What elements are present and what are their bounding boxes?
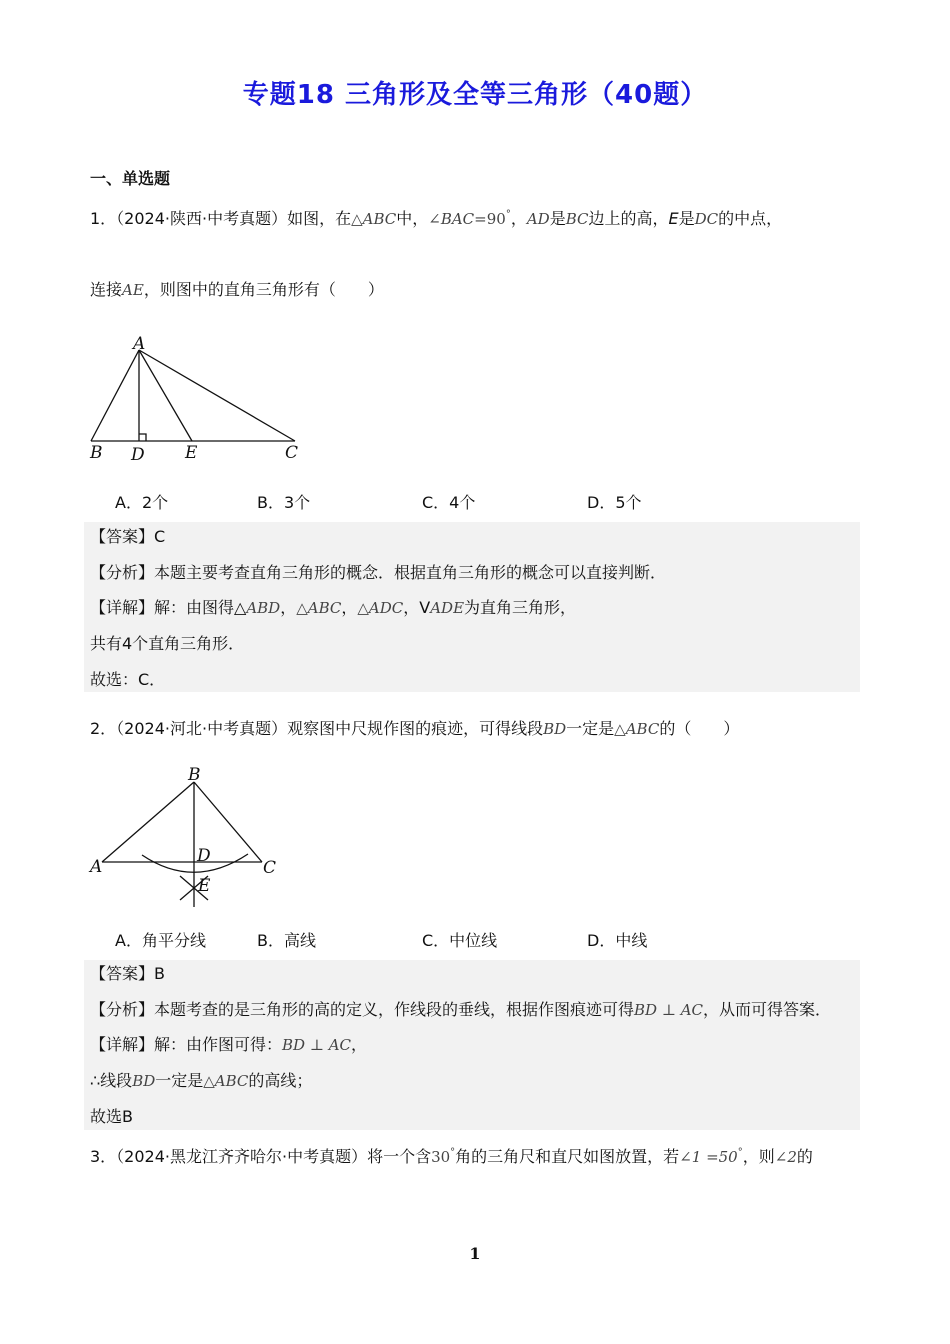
q1-label-e: E: [185, 443, 198, 463]
q2-label-b: B: [188, 765, 201, 785]
q1-detail-b: 为直角三角形，: [464, 598, 577, 617]
q1-option-c[interactable]: C．4个: [422, 493, 476, 512]
q3-t2: ，则: [742, 1147, 775, 1166]
q1-line2b: ，则图中的直角三角形有（ ）: [143, 280, 384, 299]
q1-answer: 【答案】C: [90, 527, 166, 546]
q1-detail-2: 共有4个直角三角形．: [90, 634, 245, 653]
q1-prefix: 1．（2024·陕西·中考真题）如图，在: [90, 209, 352, 228]
q2-option-c[interactable]: C．中位线: [422, 931, 498, 950]
q1-detail-c1: ，: [280, 598, 297, 617]
q3-angle1: ∠1 =50: [679, 1148, 738, 1166]
q2-analysis-b: ，从而可得答案．: [703, 1000, 832, 1019]
q1-detail-1: [90, 597, 576, 619]
q1-t5: 是: [678, 209, 695, 228]
q3-t3: 的: [796, 1147, 813, 1166]
q2-label-c: C: [263, 858, 277, 878]
q2-t1: 一定是: [566, 719, 615, 738]
q3-prefix: 3．（2024·黑龙江齐齐哈尔·中考真题）将一个含: [90, 1147, 432, 1166]
q1-t3: 是: [549, 209, 566, 228]
q1-ad: AD: [526, 210, 550, 228]
q2-label-a: A: [90, 857, 103, 877]
q2-detail-b: ，: [351, 1035, 368, 1054]
q2-figure: [84, 762, 284, 912]
q1-eq: =90: [474, 210, 506, 228]
q2-analysis-a: 【分析】本题考查的是三角形的高的定义，作线段的垂线，根据作图痕迹可得: [90, 1000, 635, 1019]
q1-detail-abc: △ABC: [296, 599, 342, 617]
q1-figure: [84, 330, 314, 470]
q2-option-a[interactable]: A．角平分线: [115, 931, 206, 950]
q1-e: E: [668, 209, 679, 228]
q1-label-d: D: [131, 445, 145, 465]
q2-label-d: D: [197, 846, 211, 866]
q1-angle: ∠BAC: [428, 210, 475, 228]
q1-detail-a: 【详解】解：由图得△: [90, 598, 247, 617]
q2-bd: BD: [543, 720, 567, 738]
q2-tri: △ABC: [614, 720, 660, 738]
q1-detail-3: 故选：C．: [90, 670, 166, 689]
q1-detail-abd: ABD: [246, 599, 281, 617]
q1-stem-line1: [90, 204, 782, 230]
q1-deg: °: [505, 209, 511, 220]
q3-stem: [90, 1142, 813, 1168]
q1-option-b[interactable]: B．3个: [257, 493, 311, 512]
q1-ae: AE: [122, 281, 144, 299]
q2-analysis-expr: BD ⊥ AC: [634, 1001, 704, 1019]
q2-prefix: 2．（2024·河北·中考真题）观察图中尺规作图的痕迹，可得线段: [90, 719, 544, 738]
q1-stem-line2: [90, 279, 384, 301]
q2-detail-1: [90, 1034, 367, 1056]
q2-option-b[interactable]: B．高线: [257, 931, 316, 950]
q1-tri-abc: △ABC: [351, 210, 397, 228]
q2-line3-bd: BD: [132, 1072, 156, 1090]
q1-line2a: 连接: [90, 280, 123, 299]
page-title: 专题18 三角形及全等三角形（40题）: [242, 80, 708, 110]
q1-analysis: 【分析】本题主要考查直角三角形的概念．根据直角三角形的概念可以直接判断．: [90, 563, 667, 582]
q1-t2: ，: [510, 209, 527, 228]
q3-deg2: °: [737, 1147, 743, 1158]
q2-label-e: E: [198, 876, 211, 896]
q1-t1: 中，: [396, 209, 429, 228]
q3-deg: °: [450, 1147, 456, 1158]
q2-analysis: [90, 999, 831, 1021]
q2-detail-a: 【详解】解：由作图可得：: [90, 1035, 283, 1054]
q1-detail-adc: △ADC: [357, 599, 404, 617]
q2-line3b: 一定是: [155, 1071, 204, 1090]
section-heading: 一、单选题: [90, 169, 171, 188]
q1-label-b: B: [90, 443, 103, 463]
q1-option-a[interactable]: A．2个: [115, 493, 169, 512]
q2-detail-2: [90, 1070, 312, 1092]
q2-line3-tri: △ABC: [203, 1072, 249, 1090]
q1-label-a: A: [133, 334, 146, 354]
q2-line3c: 的高线；: [248, 1071, 313, 1090]
q2-detail-3: 故选B: [90, 1107, 133, 1126]
q1-detail-c3: ，V: [403, 598, 431, 617]
q1-detail-c2: ，: [341, 598, 358, 617]
q1-label-c: C: [285, 443, 299, 463]
q2-answer: 【答案】B: [90, 964, 165, 983]
q3-angle2: ∠2: [774, 1148, 797, 1166]
q2-line3a: ∴线段: [90, 1071, 133, 1090]
q1-option-d[interactable]: D．5个: [587, 493, 642, 512]
q2-detail-expr: BD ⊥ AC: [282, 1036, 352, 1054]
page-number: 1: [469, 1244, 481, 1263]
q1-t6: 的中点，: [718, 209, 783, 228]
q2-option-d[interactable]: D．中线: [587, 931, 648, 950]
q3-n30: 30: [431, 1148, 451, 1166]
q3-t1: 角的三角尺和直尺如图放置，若: [455, 1147, 680, 1166]
q1-detail-ade: ADE: [430, 599, 465, 617]
q1-dc: DC: [694, 210, 719, 228]
q1-bc: BC: [565, 210, 589, 228]
q1-t4: 边上的高，: [588, 209, 669, 228]
q2-t2: 的（ ）: [659, 719, 740, 738]
q2-stem: [90, 718, 739, 740]
